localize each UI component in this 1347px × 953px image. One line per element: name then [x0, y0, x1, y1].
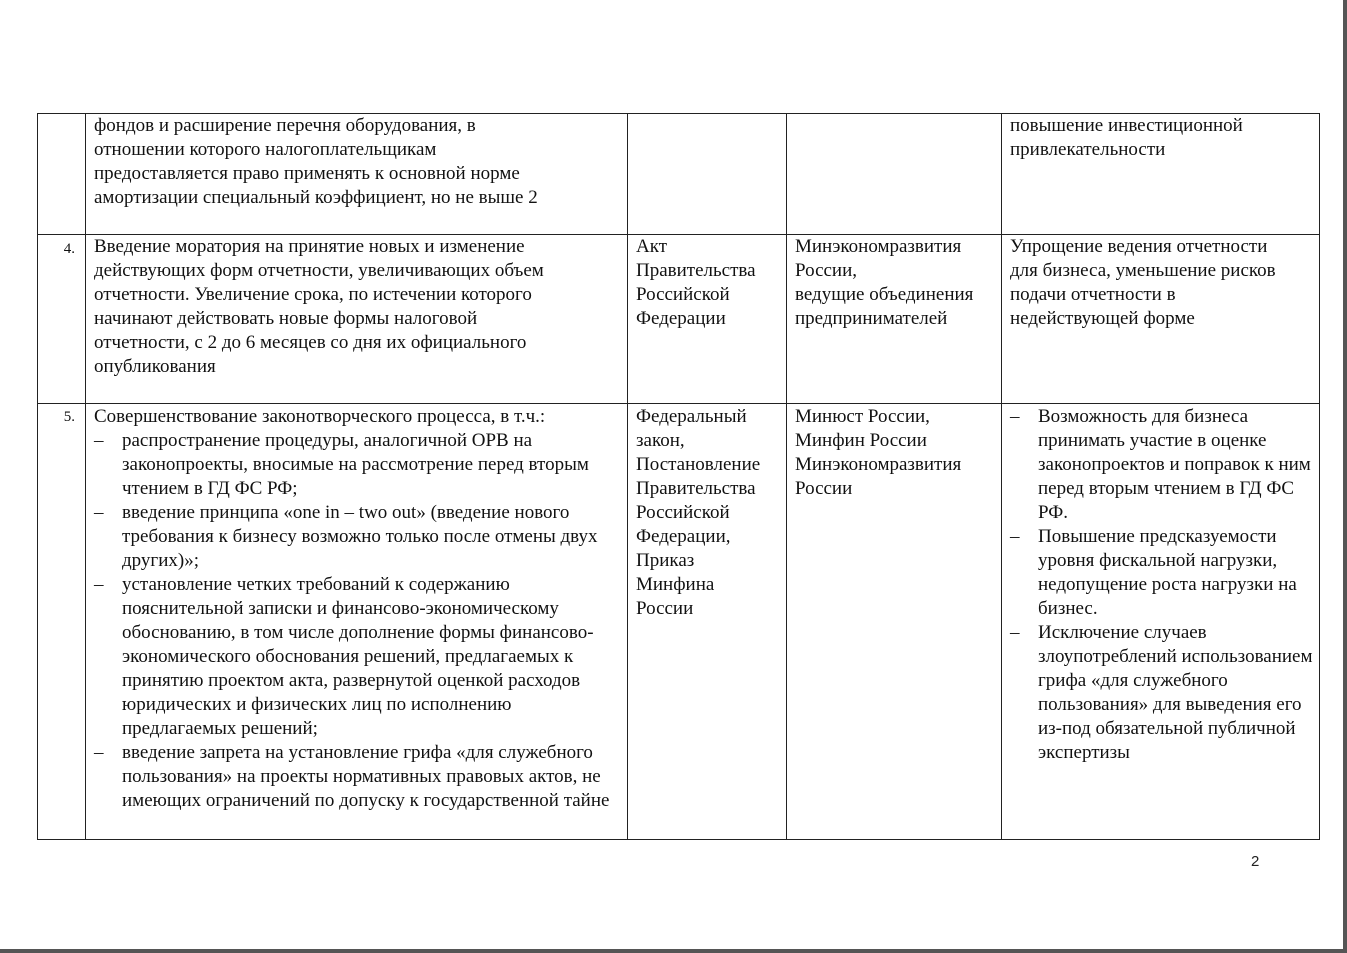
responsible-line: ведущие объединения — [795, 284, 974, 305]
list-item: – введение принципа «one in – two out» (введение нового требования к бизнесу возможно только после отмены двух других)»; — [94, 501, 621, 573]
measure-line: амортизации специальный коэффициент, но не выше 2 — [94, 187, 538, 208]
measure-cell — [86, 404, 628, 840]
responsible-line: Минфин России — [795, 430, 927, 451]
page-edge-right — [1343, 0, 1347, 953]
result-line: Упрощение ведения отчетности — [1010, 236, 1268, 257]
act-line: Федерации, — [636, 526, 731, 547]
list-item: – введение запрета на установление грифа «для служебного пользования» на проекты нормативных правовых актов, не имеющих ограничений по допуску к государственной тайне — [94, 741, 621, 813]
measure-line: действующих форм отчетности, увеличивающих объем — [94, 260, 544, 281]
measure-line: начинают действовать новые формы налоговой — [94, 308, 478, 329]
list-item: – Исключение случаев злоупотреблений использованием грифа «для служебного пользования» для выведения его из-под обязательной публичной экспертизы — [1010, 621, 1313, 765]
result-line: привлекательности — [1010, 139, 1166, 160]
result-list — [1010, 405, 1313, 765]
act-cell — [628, 235, 787, 404]
result-cell — [1002, 114, 1320, 235]
responsible-line: России — [795, 478, 853, 499]
act-cell — [628, 114, 787, 235]
list-item: – установление четких требований к содержанию пояснительной записки и финансово-экономическому обоснованию, в том числе дополнение формы финансово-экономического обоснования решений, предлагаемых к принятию проектом акта, развернутой оценкой расходов юридических и физических лиц по исполнению предлагаемых решений; — [94, 573, 621, 741]
measures-table — [37, 113, 1320, 840]
measure-line: Введение моратория на принятие новых и изменение — [94, 236, 525, 257]
list-item: – Повышение предсказуемости уровня фискальной нагрузки, недопущение роста нагрузки на бизнес. — [1010, 525, 1313, 621]
act-line: Акт — [636, 236, 668, 257]
act-line: Минфина — [636, 574, 715, 595]
act-line: Постановление — [636, 454, 761, 475]
result-line: недействующей форме — [1010, 308, 1195, 329]
act-line: Федерации — [636, 308, 726, 329]
act-line: Российской — [636, 502, 730, 523]
act-line: Правительства — [636, 478, 756, 499]
responsible-cell — [787, 114, 1002, 235]
page-edge-bottom — [0, 949, 1347, 953]
table-row — [38, 114, 1320, 235]
page-number: 2 — [1251, 853, 1260, 870]
measure-line: опубликования — [94, 356, 216, 377]
measure-line: предоставляется право применять к основной норме — [94, 163, 520, 184]
responsible-line: Минэкономразвития — [795, 236, 962, 257]
table-row — [38, 404, 1320, 840]
list-item: – Возможность для бизнеса принимать участие в оценке законопроектов и поправок к ним перед вторым чтением в ГД ФС РФ. — [1010, 405, 1313, 525]
act-line: Правительства — [636, 260, 756, 281]
act-line: России — [636, 598, 694, 619]
result-cell — [1002, 235, 1320, 404]
row-number: 5. — [38, 404, 86, 840]
measure-line: отчетности. Увеличение срока, по истечении которого — [94, 284, 532, 305]
responsible-cell — [787, 235, 1002, 404]
measure-intro: Совершенствование законотворческого процесса, в т.ч.: — [94, 406, 546, 427]
result-line: для бизнеса, уменьшение рисков — [1010, 260, 1276, 281]
responsible-line: предпринимателей — [795, 308, 948, 329]
measure-list — [94, 429, 621, 813]
list-item: – распространение процедуры, аналогичной ОРВ на законопроекты, вносимые на рассмотрение перед вторым чтением в ГД ФС РФ; — [94, 429, 621, 501]
measure-cell — [86, 235, 628, 404]
act-line: закон, — [636, 430, 685, 451]
act-cell — [628, 404, 787, 840]
act-line: Приказ — [636, 550, 695, 571]
measure-line: отношении которого налогоплательщикам — [94, 139, 437, 160]
result-line: повышение инвестиционной — [1010, 115, 1243, 136]
result-cell — [1002, 404, 1320, 840]
act-line: Российской — [636, 284, 730, 305]
responsible-cell — [787, 404, 1002, 840]
measure-line: отчетности, с 2 до 6 месяцев со дня их официального — [94, 332, 527, 353]
table-row — [38, 235, 1320, 404]
responsible-line: Минэкономразвития — [795, 454, 962, 475]
row-number — [38, 114, 86, 235]
act-line: Федеральный — [636, 406, 747, 427]
measure-line: фондов и расширение перечня оборудования, в — [94, 115, 476, 136]
responsible-line: России, — [795, 260, 858, 281]
row-number: 4. — [38, 235, 86, 404]
measure-cell — [86, 114, 628, 235]
result-line: подачи отчетности в — [1010, 284, 1176, 305]
responsible-line: Минюст России, — [795, 406, 930, 427]
